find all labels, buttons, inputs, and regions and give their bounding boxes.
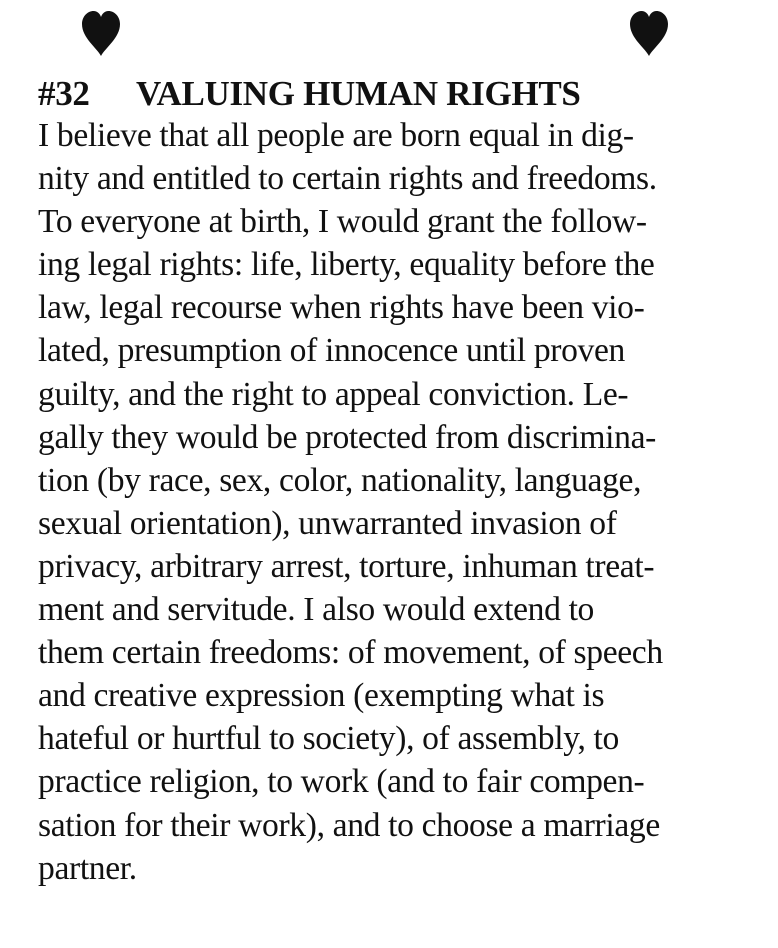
body-line: sexual orientation), unwarranted invasion of [38, 504, 617, 542]
body-line: tion (by race, sex, color, nationality, language, [38, 461, 642, 499]
body-line: ing legal rights: life, liberty, equality before the [38, 246, 655, 284]
heart-icon [628, 10, 670, 58]
body-line: law, legal recourse when rights have been vio- [38, 289, 645, 327]
body-line: and creative expression (exempting what is [38, 677, 605, 715]
entry-heading [38, 72, 581, 116]
body-line: hateful or hurtful to society), of assembly, to [38, 720, 619, 758]
entry-body [38, 114, 760, 890]
body-line: practice religion, to work (and to fair compen- [38, 763, 645, 801]
body-line: gally they would be protected from discrimina- [38, 418, 656, 456]
body-line: sation for their work), and to choose a marriage [38, 806, 660, 844]
body-line: partner. [38, 849, 137, 887]
body-line: ment and servitude. I also would extend to [38, 591, 594, 629]
body-line: privacy, arbitrary arrest, torture, inhuman treat- [38, 547, 655, 585]
body-line: nity and entitled to certain rights and freedoms. [38, 160, 657, 198]
body-line: lated, presumption of innocence until proven [38, 332, 625, 370]
heart-icon [80, 10, 122, 58]
body-line: guilty, and the right to appeal conviction. Le- [38, 375, 629, 413]
body-line: them certain freedoms: of movement, of speech [38, 634, 663, 672]
entry-title: VALUING HUMAN RIGHTS [136, 74, 581, 113]
entry-number: #32 [38, 74, 90, 113]
body-line: To everyone at birth, I would grant the follow- [38, 203, 647, 241]
body-line: I believe that all people are born equal in dig- [38, 117, 634, 154]
